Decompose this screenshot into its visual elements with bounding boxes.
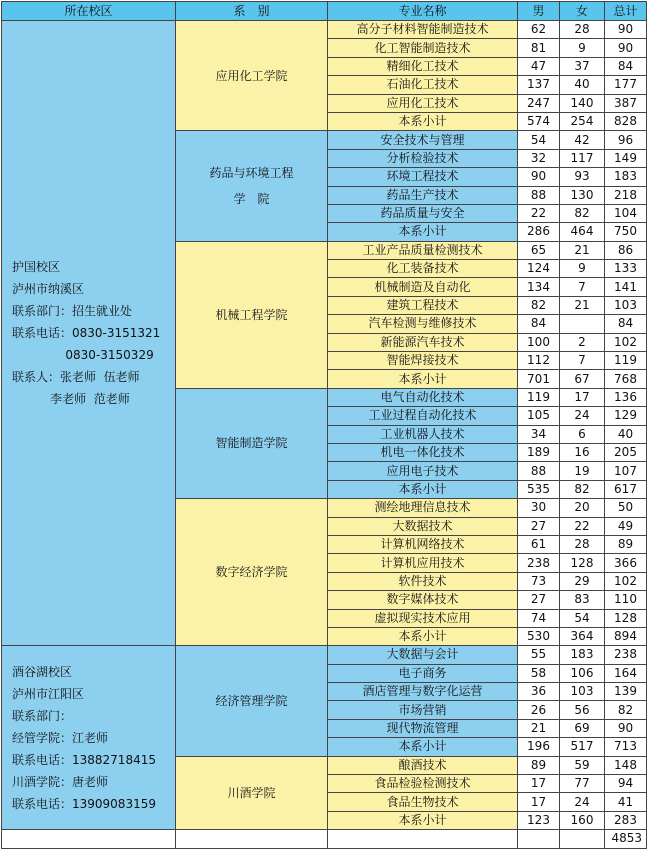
- male-count: 22: [518, 204, 560, 222]
- major-name: 工业产品质量检测技术: [328, 241, 518, 259]
- female-count: 24: [560, 407, 605, 425]
- major-name: 工业机器人技术: [328, 425, 518, 443]
- female-count: 56: [560, 701, 605, 719]
- row-total: 107: [605, 462, 647, 480]
- row-total: 283: [605, 811, 647, 829]
- row-total: 94: [605, 775, 647, 793]
- header-major: 专业名称: [328, 2, 518, 21]
- male-count: 112: [518, 352, 560, 370]
- male-count: 73: [518, 572, 560, 590]
- male-count: 286: [518, 223, 560, 241]
- row-total: 119: [605, 352, 647, 370]
- college-name: 川酒学院: [176, 756, 328, 830]
- male-count: 137: [518, 76, 560, 94]
- male-count: 238: [518, 554, 560, 572]
- female-count: 254: [560, 112, 605, 130]
- male-count: 88: [518, 186, 560, 204]
- header-male: 男: [518, 2, 560, 21]
- major-name: 计算机网络技术: [328, 535, 518, 553]
- male-count: 61: [518, 535, 560, 553]
- campus-cell-huguo: [2, 21, 176, 646]
- major-name: 应用电子技术: [328, 462, 518, 480]
- female-count: 128: [560, 554, 605, 572]
- male-count: 62: [518, 21, 560, 39]
- row-total: 183: [605, 168, 647, 186]
- female-count: 7: [560, 352, 605, 370]
- female-count: [560, 315, 605, 333]
- major-name: 电子商务: [328, 664, 518, 682]
- major-name: 机电一体化技术: [328, 443, 518, 461]
- row-total: 139: [605, 683, 647, 701]
- male-count: 535: [518, 480, 560, 498]
- campus-info-line: 联系部门：: [12, 708, 73, 723]
- female-count: 364: [560, 627, 605, 645]
- male-count: 701: [518, 370, 560, 388]
- campus-info-line: 经管学院：江老师: [12, 730, 109, 745]
- female-count: 9: [560, 260, 605, 278]
- table-row: [2, 646, 647, 664]
- major-name: 工业过程自动化技术: [328, 407, 518, 425]
- male-count: 17: [518, 793, 560, 811]
- major-name: 计算机应用技术: [328, 554, 518, 572]
- row-total: 164: [605, 664, 647, 682]
- female-count: 82: [560, 204, 605, 222]
- major-name: 本系小计: [328, 480, 518, 498]
- major-name: 大数据与会计: [328, 646, 518, 664]
- male-count: 30: [518, 499, 560, 517]
- row-total: 40: [605, 425, 647, 443]
- male-count: 55: [518, 646, 560, 664]
- row-total: 102: [605, 572, 647, 590]
- row-total: 50: [605, 499, 647, 517]
- table-row: [2, 21, 647, 39]
- male-count: 21: [518, 719, 560, 737]
- row-total: 86: [605, 241, 647, 259]
- row-total: 617: [605, 480, 647, 498]
- male-count: 124: [518, 260, 560, 278]
- female-count: 28: [560, 21, 605, 39]
- female-count: 42: [560, 131, 605, 149]
- row-total: 133: [605, 260, 647, 278]
- row-total: 103: [605, 296, 647, 314]
- major-name: 本系小计: [328, 627, 518, 645]
- female-count: 93: [560, 168, 605, 186]
- major-name: 安全技术与管理: [328, 131, 518, 149]
- male-count: 123: [518, 811, 560, 829]
- female-count: 140: [560, 94, 605, 112]
- major-name: 化工智能制造技术: [328, 39, 518, 57]
- row-total: 110: [605, 591, 647, 609]
- college-name: 智能制造学院: [176, 388, 328, 498]
- major-name: 本系小计: [328, 738, 518, 756]
- female-count: 9: [560, 39, 605, 57]
- male-count: 100: [518, 333, 560, 351]
- blank-cell: [328, 830, 518, 848]
- row-total: 713: [605, 738, 647, 756]
- major-name: 分析检验技术: [328, 149, 518, 167]
- row-total: 750: [605, 223, 647, 241]
- major-name: 数字媒体技术: [328, 591, 518, 609]
- female-count: 28: [560, 535, 605, 553]
- male-count: 119: [518, 388, 560, 406]
- major-name: 本系小计: [328, 811, 518, 829]
- female-count: 517: [560, 738, 605, 756]
- female-count: 2: [560, 333, 605, 351]
- male-count: 82: [518, 296, 560, 314]
- campus-info-line: 联系电话：13909083159: [12, 796, 156, 811]
- college-name: 数字经济学院: [176, 499, 328, 646]
- female-count: 82: [560, 480, 605, 498]
- female-count: 16: [560, 443, 605, 461]
- male-count: 54: [518, 131, 560, 149]
- male-count: 574: [518, 112, 560, 130]
- major-name: 市场营销: [328, 701, 518, 719]
- female-count: 7: [560, 278, 605, 296]
- female-count: 83: [560, 591, 605, 609]
- female-count: 67: [560, 370, 605, 388]
- row-total: 128: [605, 609, 647, 627]
- major-name: 软件技术: [328, 572, 518, 590]
- blank-cell: [560, 830, 605, 848]
- row-total: 49: [605, 517, 647, 535]
- female-count: 183: [560, 646, 605, 664]
- major-name: 电气自动化技术: [328, 388, 518, 406]
- row-total: 768: [605, 370, 647, 388]
- male-count: 530: [518, 627, 560, 645]
- female-count: 21: [560, 241, 605, 259]
- college-name: 机械工程学院: [176, 241, 328, 388]
- female-count: 20: [560, 499, 605, 517]
- row-total: 129: [605, 407, 647, 425]
- row-total: 82: [605, 701, 647, 719]
- female-count: 69: [560, 719, 605, 737]
- female-count: 24: [560, 793, 605, 811]
- row-total: 205: [605, 443, 647, 461]
- campus-info-line: 川酒学院：唐老师: [12, 774, 109, 789]
- male-count: 247: [518, 94, 560, 112]
- female-count: 106: [560, 664, 605, 682]
- male-count: 105: [518, 407, 560, 425]
- campus-cell-jiuguhu: [2, 646, 176, 830]
- female-count: 77: [560, 775, 605, 793]
- major-name: 机械制造及自动化: [328, 278, 518, 296]
- major-name: 精细化工技术: [328, 57, 518, 75]
- header-row: [2, 2, 647, 21]
- major-name: 酿酒技术: [328, 756, 518, 774]
- major-name: 汽车检测与维修技术: [328, 315, 518, 333]
- female-count: 59: [560, 756, 605, 774]
- male-count: 58: [518, 664, 560, 682]
- campus-info-line: 联系电话：0830-3151321: [12, 326, 161, 341]
- male-count: 189: [518, 443, 560, 461]
- row-total: 102: [605, 333, 647, 351]
- header-total: 总计: [605, 2, 647, 21]
- blank-cell: [176, 830, 328, 848]
- female-count: 103: [560, 683, 605, 701]
- campus-info-line: 泸州市纳溪区: [12, 282, 85, 297]
- campus-info-line: 酒谷湖校区: [12, 664, 73, 679]
- campus-info-line: 0830-3150329: [12, 348, 154, 363]
- female-count: 22: [560, 517, 605, 535]
- major-name: 食品检验检测技术: [328, 775, 518, 793]
- male-count: 36: [518, 683, 560, 701]
- grand-total-row: [2, 830, 647, 848]
- male-count: 27: [518, 517, 560, 535]
- female-count: 117: [560, 149, 605, 167]
- blank-cell: [2, 830, 176, 848]
- row-total: 84: [605, 57, 647, 75]
- major-name: 应用化工技术: [328, 94, 518, 112]
- female-count: 130: [560, 186, 605, 204]
- row-total: 90: [605, 21, 647, 39]
- female-count: 40: [560, 76, 605, 94]
- major-name: 智能焊接技术: [328, 352, 518, 370]
- male-count: 88: [518, 462, 560, 480]
- row-total: 96: [605, 131, 647, 149]
- row-total: 104: [605, 204, 647, 222]
- campus-info-line: 泸州市江阳区: [12, 686, 85, 701]
- male-count: 74: [518, 609, 560, 627]
- male-count: 26: [518, 701, 560, 719]
- female-count: 160: [560, 811, 605, 829]
- male-count: 89: [518, 756, 560, 774]
- row-total: 828: [605, 112, 647, 130]
- major-name: 药品生产技术: [328, 186, 518, 204]
- header-female: 女: [560, 2, 605, 21]
- major-name: 新能源汽车技术: [328, 333, 518, 351]
- row-total: 894: [605, 627, 647, 645]
- major-name: 本系小计: [328, 370, 518, 388]
- row-total: 177: [605, 76, 647, 94]
- major-name: 药品质量与安全: [328, 204, 518, 222]
- female-count: 19: [560, 462, 605, 480]
- male-count: 81: [518, 39, 560, 57]
- female-count: 29: [560, 572, 605, 590]
- college-name: 经济管理学院: [176, 646, 328, 756]
- row-total: 218: [605, 186, 647, 204]
- blank-cell: [518, 830, 560, 848]
- campus-info-line: 联系电话：13882718415: [12, 752, 156, 767]
- row-total: 89: [605, 535, 647, 553]
- row-total: 148: [605, 756, 647, 774]
- major-name: 本系小计: [328, 223, 518, 241]
- male-count: 47: [518, 57, 560, 75]
- row-total: 366: [605, 554, 647, 572]
- major-name: 大数据技术: [328, 517, 518, 535]
- college-name: 药品与环境工程 学 院: [176, 131, 328, 241]
- female-count: 37: [560, 57, 605, 75]
- major-name: 化工装备技术: [328, 260, 518, 278]
- row-total: 136: [605, 388, 647, 406]
- college-name: 应用化工学院: [176, 21, 328, 131]
- major-name: 环境工程技术: [328, 168, 518, 186]
- male-count: 17: [518, 775, 560, 793]
- row-total: 41: [605, 793, 647, 811]
- female-count: 17: [560, 388, 605, 406]
- male-count: 32: [518, 149, 560, 167]
- row-total: 387: [605, 94, 647, 112]
- female-count: 21: [560, 296, 605, 314]
- row-total: 141: [605, 278, 647, 296]
- campus-info-line: 联系人：张老师 伍老师: [12, 370, 140, 385]
- row-total: 238: [605, 646, 647, 664]
- major-name: 本系小计: [328, 112, 518, 130]
- major-name: 食品生物技术: [328, 793, 518, 811]
- major-name: 高分子材料智能制造技术: [328, 21, 518, 39]
- row-total: 84: [605, 315, 647, 333]
- campus-info-line: 李老师 范老师: [12, 392, 130, 407]
- major-name: 石油化工技术: [328, 76, 518, 94]
- major-name: 测绘地理信息技术: [328, 499, 518, 517]
- header-campus: 所在校区: [2, 2, 176, 21]
- major-name: 现代物流管理: [328, 719, 518, 737]
- major-name: 酒店管理与数字化运营: [328, 683, 518, 701]
- female-count: 464: [560, 223, 605, 241]
- row-total: 149: [605, 149, 647, 167]
- campus-info-line: 联系部门：招生就业处: [12, 304, 133, 319]
- row-total: 90: [605, 719, 647, 737]
- header-college: 系 别: [176, 2, 328, 21]
- male-count: 90: [518, 168, 560, 186]
- enrollment-table: [1, 1, 647, 849]
- male-count: 196: [518, 738, 560, 756]
- male-count: 84: [518, 315, 560, 333]
- female-count: 54: [560, 609, 605, 627]
- male-count: 134: [518, 278, 560, 296]
- major-name: 虚拟现实技术应用: [328, 609, 518, 627]
- campus-info-line: 护国校区: [12, 260, 61, 275]
- male-count: 65: [518, 241, 560, 259]
- female-count: 6: [560, 425, 605, 443]
- male-count: 34: [518, 425, 560, 443]
- major-name: 建筑工程技术: [328, 296, 518, 314]
- row-total: 90: [605, 39, 647, 57]
- male-count: 27: [518, 591, 560, 609]
- grand-total: 4853: [605, 830, 647, 848]
